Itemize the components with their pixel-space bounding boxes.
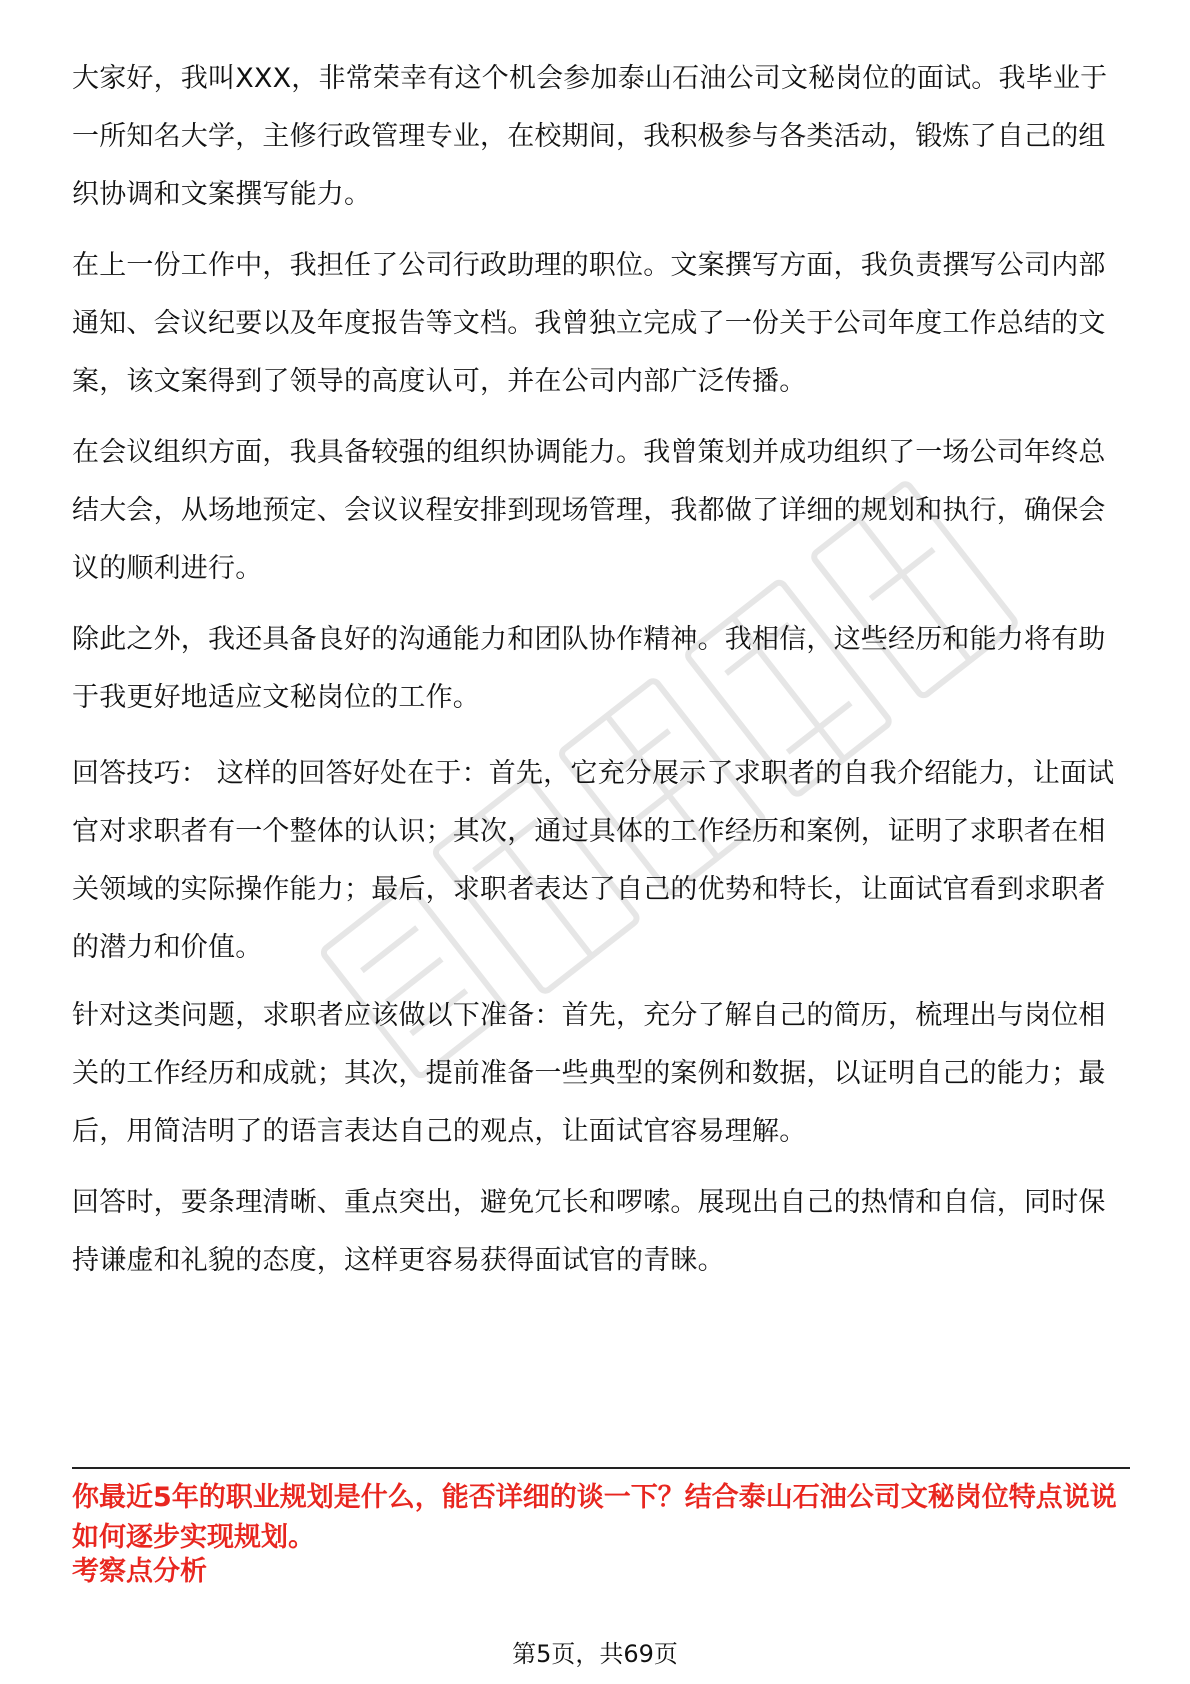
section-divider <box>72 1467 1130 1469</box>
paragraph-communication: 除此之外，我还具备良好的沟通能力和团队协作精神。我相信，这些经历和能力将有助于我更好地适应文秘岗位的工作。 <box>72 624 1106 713</box>
paragraph-answer-tips: 回答技巧： 这样的回答好处在于：首先，它充分展示了求职者的自我介绍能力，让面试官对求职者有一个整体的认识；其次，通过具体的工作经历和案例，证明了求职者在相关领域的实际操作能力；最后，求职者表达了自己的优势和特长，让面试官看到求职者的潜力和价值。 <box>72 758 1115 963</box>
paragraph-previous-job: 在上一份工作中，我担任了公司行政助理的职位。文案撰写方面，我负责撰写公司内部通知、会议纪要以及年度报告等文档。我曾独立完成了一份关于公司年度工作总结的文案，该文案得到了领导的高度认可，并在公司内部广泛传播。 <box>72 250 1106 397</box>
paragraph-answer-advice: 回答时，要条理清晰、重点突出，避免冗长和啰嗦。展现出自己的热情和自信，同时保持谦虚和礼貌的态度，这样更容易获得面试官的青睐。 <box>72 1187 1106 1276</box>
page-footer <box>0 1636 1190 1672</box>
section-title: 考察点分析 <box>72 1556 207 1587</box>
interview-question: 你最近5年的职业规划是什么，能否详细的谈一下？结合泰山石油公司文秘岗位特点说说如何逐步实现规划。 <box>72 1482 1117 1553</box>
paragraph-meeting-organization: 在会议组织方面，我具备较强的组织协调能力。我曾策划并成功组织了一场公司年终总结大会，从场地预定、会议议程安排到现场管理，我都做了详细的规划和执行，确保会议的顺利进行。 <box>72 437 1106 584</box>
paragraph-intro: 大家好，我叫XXX，非常荣幸有这个机会参加泰山石油公司文秘岗位的面试。我毕业于一所知名大学，主修行政管理专业，在校期间，我积极参与各类活动，锻炼了自己的组织协调和文案撰写能力。 <box>72 63 1108 210</box>
page-number: 第5页，共69页 <box>508 1640 682 1668</box>
paragraph-preparation: 针对这类问题，求职者应该做以下准备：首先，充分了解自己的简历，梳理出与岗位相关的工作经历和成就；其次，提前准备一些典型的案例和数据，以证明自己的能力；最后，用简洁明了的语言表达自己的观点，让面试官容易理解。 <box>72 1000 1106 1147</box>
